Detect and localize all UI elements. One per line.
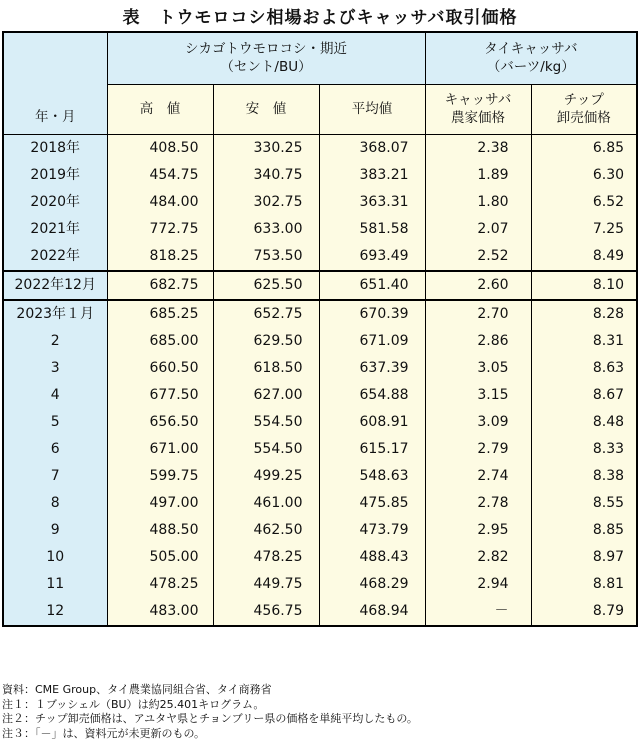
table-row (3, 544, 637, 571)
cell-high: 454.75 (107, 162, 213, 189)
header-corn-title: シカゴトウモロコシ・期近 (108, 40, 425, 58)
cell-high: 671.00 (107, 436, 213, 463)
cell-farm: 2.94 (425, 571, 531, 598)
cell-high: 484.00 (107, 189, 213, 216)
cell-low: 753.50 (213, 243, 319, 271)
table-row (3, 517, 637, 544)
table-row (3, 328, 637, 355)
cell-farm: 2.79 (425, 436, 531, 463)
note-3: 注３：「－」は、資料元が未更新のもの。 (2, 727, 638, 741)
header-cassava-title: タイキャッサバ (426, 40, 637, 58)
cell-high: 505.00 (107, 544, 213, 571)
cell-high: 488.50 (107, 517, 213, 544)
table-row (3, 271, 637, 300)
notes (2, 683, 638, 741)
header-corn-group (107, 32, 425, 84)
header-low: 安 値 (213, 84, 319, 134)
cell-chip: 8.48 (531, 409, 637, 436)
cell-low: 478.25 (213, 544, 319, 571)
row-label: 7 (3, 463, 107, 490)
row-label: 5 (3, 409, 107, 436)
header-corn-unit: （セント/BU） (108, 58, 425, 76)
cell-high: 682.75 (107, 271, 213, 300)
cell-chip: 8.49 (531, 243, 637, 271)
table-row (3, 382, 637, 409)
cell-farm: 3.05 (425, 355, 531, 382)
table-row (3, 216, 637, 243)
cell-high: 772.75 (107, 216, 213, 243)
cell-low: 633.00 (213, 216, 319, 243)
cell-chip: 8.81 (531, 571, 637, 598)
table-row (3, 463, 637, 490)
cell-avg: 383.21 (319, 162, 425, 189)
cell-high: 656.50 (107, 409, 213, 436)
table-row (3, 134, 637, 162)
cell-chip: 7.25 (531, 216, 637, 243)
cell-avg: 581.58 (319, 216, 425, 243)
cell-high: 677.50 (107, 382, 213, 409)
header-high: 高 値 (107, 84, 213, 134)
cell-avg: 368.07 (319, 134, 425, 162)
row-label: 4 (3, 382, 107, 409)
row-label: 8 (3, 490, 107, 517)
cell-low: 554.50 (213, 409, 319, 436)
cell-chip: 8.38 (531, 463, 637, 490)
row-label: 3 (3, 355, 107, 382)
header-avg: 平均値 (319, 84, 425, 134)
table-row (3, 189, 637, 216)
cell-low: 462.50 (213, 517, 319, 544)
cell-chip: 6.85 (531, 134, 637, 162)
table-row (3, 162, 637, 189)
table-row (3, 409, 637, 436)
cell-high: 408.50 (107, 134, 213, 162)
cell-avg: 548.63 (319, 463, 425, 490)
cell-farm: 2.38 (425, 134, 531, 162)
cell-avg: 671.09 (319, 328, 425, 355)
header-farm-line2: 農家価格 (426, 109, 531, 127)
price-table (2, 31, 638, 627)
cell-farm: 1.80 (425, 189, 531, 216)
cell-avg: 670.39 (319, 300, 425, 328)
cell-high: 660.50 (107, 355, 213, 382)
cell-farm: 2.60 (425, 271, 531, 300)
cell-chip: 8.10 (531, 271, 637, 300)
row-label: 9 (3, 517, 107, 544)
cell-low: 554.50 (213, 436, 319, 463)
header-cassava-group (425, 32, 637, 84)
cell-avg: 468.94 (319, 598, 425, 626)
table-row (3, 571, 637, 598)
row-label: 11 (3, 571, 107, 598)
cell-low: 340.75 (213, 162, 319, 189)
cell-low: 629.50 (213, 328, 319, 355)
cell-chip: 8.97 (531, 544, 637, 571)
cell-avg: 473.79 (319, 517, 425, 544)
cell-avg: 615.17 (319, 436, 425, 463)
cell-high: 599.75 (107, 463, 213, 490)
cell-high: 818.25 (107, 243, 213, 271)
cell-farm: 2.86 (425, 328, 531, 355)
header-chip-line2: 卸売価格 (532, 109, 637, 127)
cell-avg: 651.40 (319, 271, 425, 300)
row-label: 2021年 (3, 216, 107, 243)
cell-low: 499.25 (213, 463, 319, 490)
table-row (3, 598, 637, 626)
cell-farm: 2.52 (425, 243, 531, 271)
note-1: 注１：１ブッシェル（BU）は約25.401キログラム。 (2, 698, 638, 713)
row-label: 2 (3, 328, 107, 355)
cell-low: 627.00 (213, 382, 319, 409)
cell-chip: 8.67 (531, 382, 637, 409)
cell-low: 456.75 (213, 598, 319, 626)
cell-low: 461.00 (213, 490, 319, 517)
cell-low: 449.75 (213, 571, 319, 598)
cell-avg: 488.43 (319, 544, 425, 571)
header-chip-price (531, 84, 637, 134)
cell-farm: － (425, 598, 531, 626)
cell-avg: 693.49 (319, 243, 425, 271)
cell-farm: 3.09 (425, 409, 531, 436)
cell-chip: 8.31 (531, 328, 637, 355)
header-chip-line1: チップ (532, 91, 637, 109)
note-2: 注２：チップ卸売価格は、アユタヤ県とチョンブリー県の価格を単純平均したもの。 (2, 712, 638, 727)
table-row (3, 355, 637, 382)
header-year-month: 年・月 (3, 32, 107, 134)
cell-avg: 363.31 (319, 189, 425, 216)
cell-chip: 8.63 (531, 355, 637, 382)
row-label: 2019年 (3, 162, 107, 189)
cell-avg: 475.85 (319, 490, 425, 517)
header-farm-line1: キャッサバ (426, 91, 531, 109)
cell-farm: 2.74 (425, 463, 531, 490)
table-row (3, 243, 637, 271)
page-title: 表 トウモロコシ相場およびキャッサバ取引価格 (0, 3, 640, 28)
cell-chip: 6.52 (531, 189, 637, 216)
cell-high: 685.25 (107, 300, 213, 328)
cell-high: 685.00 (107, 328, 213, 355)
cell-low: 625.50 (213, 271, 319, 300)
cell-avg: 637.39 (319, 355, 425, 382)
header-cassava-unit: （バーツ/kg） (426, 58, 637, 76)
cell-farm: 2.95 (425, 517, 531, 544)
row-label: 2022年12月 (3, 271, 107, 300)
cell-farm: 2.70 (425, 300, 531, 328)
row-label: 2023年１月 (3, 300, 107, 328)
row-label: 2018年 (3, 134, 107, 162)
cell-low: 618.50 (213, 355, 319, 382)
row-label: 2022年 (3, 243, 107, 271)
row-label: 2020年 (3, 189, 107, 216)
cell-high: 497.00 (107, 490, 213, 517)
cell-chip: 8.33 (531, 436, 637, 463)
cell-farm: 2.82 (425, 544, 531, 571)
row-label: 12 (3, 598, 107, 626)
note-source: 資料：CME Group、タイ農業協同組合省、タイ商務省 (2, 683, 638, 698)
cell-avg: 468.29 (319, 571, 425, 598)
cell-farm: 3.15 (425, 382, 531, 409)
cell-low: 302.75 (213, 189, 319, 216)
cell-chip: 6.30 (531, 162, 637, 189)
row-label: 10 (3, 544, 107, 571)
row-label: 6 (3, 436, 107, 463)
header-farm-price (425, 84, 531, 134)
cell-farm: 2.07 (425, 216, 531, 243)
cell-farm: 1.89 (425, 162, 531, 189)
cell-high: 478.25 (107, 571, 213, 598)
table-row (3, 300, 637, 328)
cell-low: 330.25 (213, 134, 319, 162)
table-row (3, 490, 637, 517)
cell-high: 483.00 (107, 598, 213, 626)
table-row (3, 436, 637, 463)
cell-chip: 8.55 (531, 490, 637, 517)
cell-farm: 2.78 (425, 490, 531, 517)
cell-chip: 8.85 (531, 517, 637, 544)
cell-chip: 8.79 (531, 598, 637, 626)
cell-chip: 8.28 (531, 300, 637, 328)
cell-avg: 608.91 (319, 409, 425, 436)
cell-avg: 654.88 (319, 382, 425, 409)
cell-low: 652.75 (213, 300, 319, 328)
